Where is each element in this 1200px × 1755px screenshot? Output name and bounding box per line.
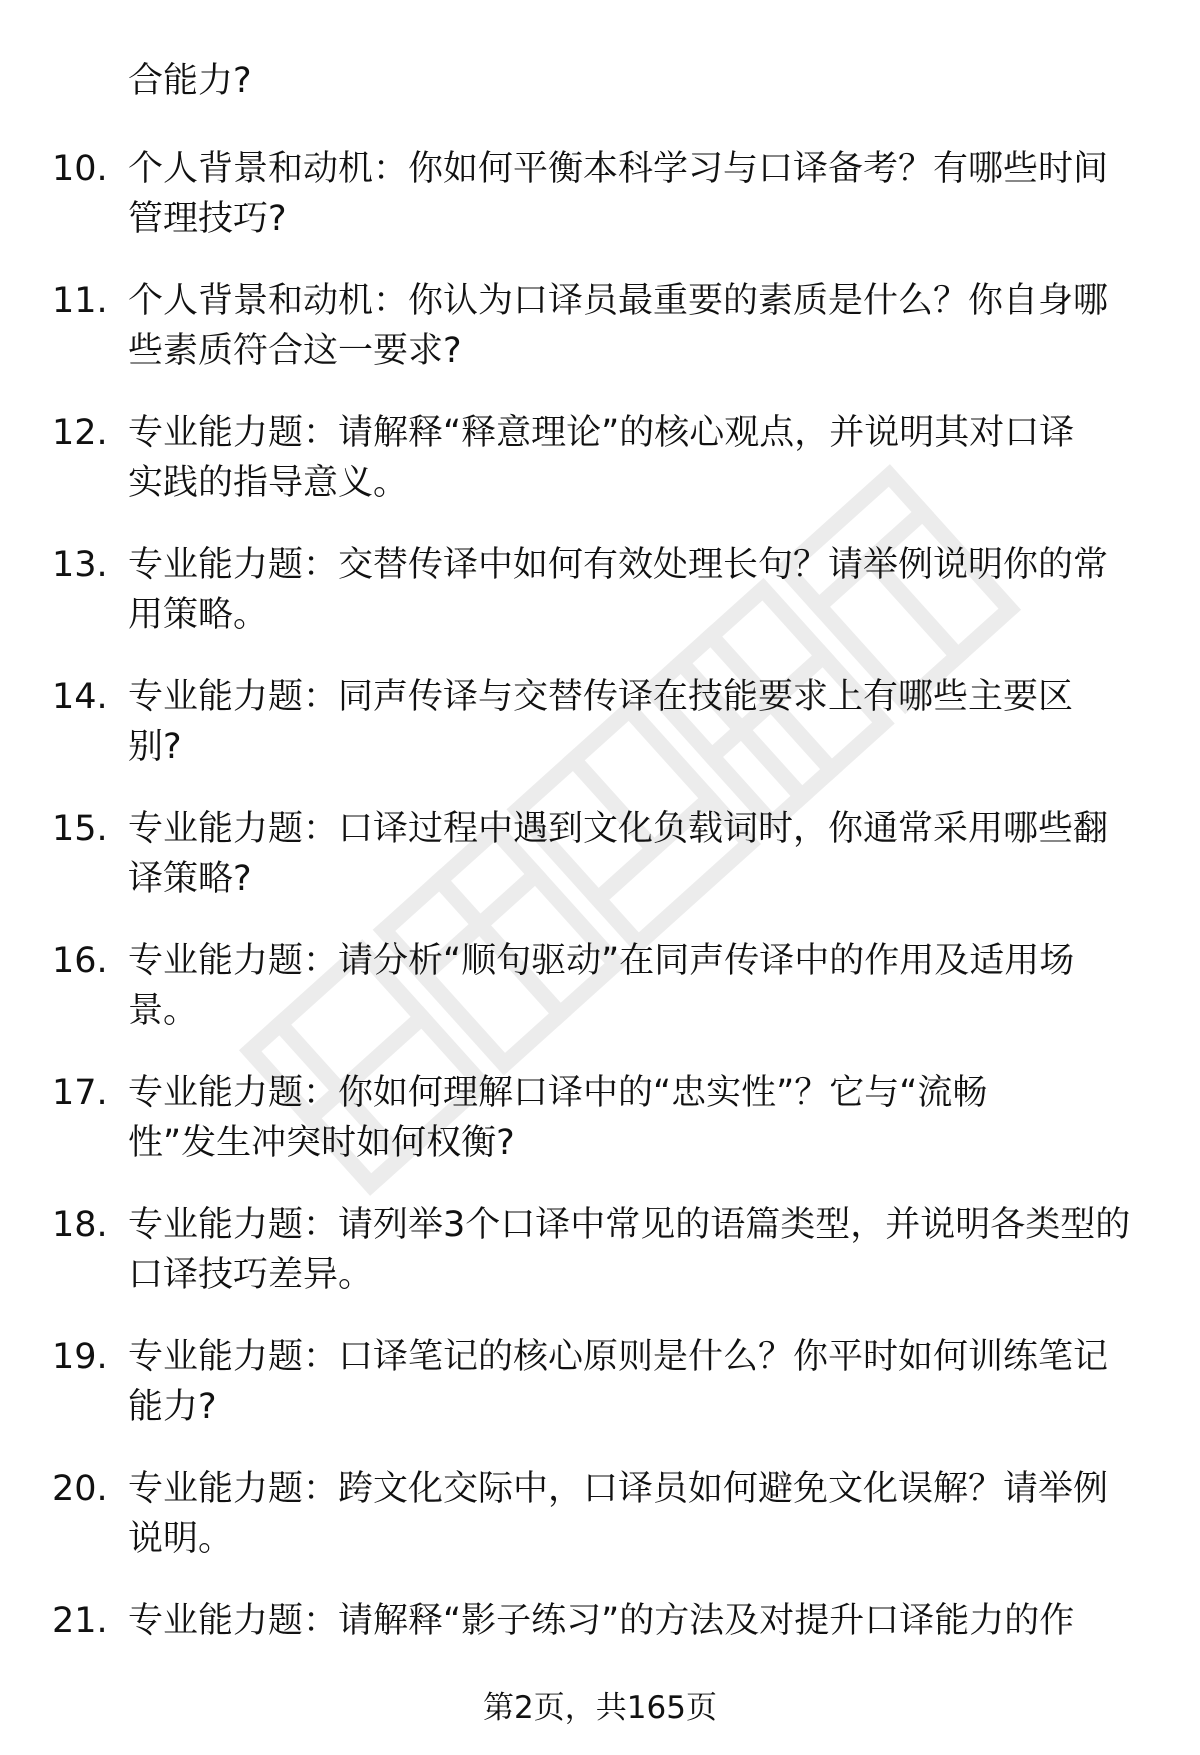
question-line: 说明。 (128, 1519, 234, 1559)
question-text (128, 540, 1168, 640)
question-line: 专业能力题：交替传译中如何有效处理长句？请举例说明你的常 (128, 545, 1109, 585)
question-line: 性”发生冲突时如何权衡? (128, 1123, 515, 1163)
question-number: 17. (52, 1073, 108, 1113)
question-line: 专业能力题：口译笔记的核心原则是什么？你平时如何训练笔记 (128, 1337, 1109, 1377)
question-item (0, 672, 1200, 804)
question-number: 19. (52, 1337, 108, 1377)
question-number: 14. (52, 677, 108, 717)
question-number: 10. (52, 149, 108, 189)
question-line: 个人背景和动机：你认为口译员最重要的素质是什么？你自身哪 (128, 281, 1109, 321)
question-text (128, 408, 1168, 508)
question-line: 个人背景和动机：你如何平衡本科学习与口译备考？有哪些时间 (128, 149, 1109, 189)
question-text (128, 936, 1168, 1036)
question-line: 专业能力题：请解释“释意理论”的核心观点，并说明其对口译 (128, 413, 1075, 453)
question-line: 专业能力题：跨文化交际中，口译员如何避免文化误解？请举例 (128, 1469, 1109, 1509)
question-item (0, 144, 1200, 276)
question-number: 16. (52, 941, 108, 981)
question-item (0, 540, 1200, 672)
question-line: 用策略。 (128, 595, 269, 635)
question-line: 专业能力题：请解释“影子练习”的方法及对提升口译能力的作 (128, 1601, 1075, 1641)
question-number: 11. (52, 281, 108, 321)
question-item (0, 408, 1200, 540)
question-number: 18. (52, 1205, 108, 1245)
page-number-footer: 第2页，共165页 (483, 1690, 717, 1726)
question-line: 景。 (128, 991, 199, 1031)
question-text (128, 672, 1168, 772)
question-line: 专业能力题：你如何理解口译中的“忠实性”？它与“流畅 (128, 1073, 988, 1113)
question-line: 专业能力题：请分析“顺句驱动”在同声传译中的作用及适用场 (128, 941, 1075, 981)
question-text (128, 144, 1168, 244)
question-text (128, 804, 1168, 904)
question-number: 15. (52, 809, 108, 849)
question-item (0, 1332, 1200, 1464)
question-number: 21. (52, 1601, 108, 1641)
question-number: 20. (52, 1469, 108, 1509)
continued-question-text: 合能力? (128, 61, 252, 101)
question-line: 专业能力题：同声传译与交替传译在技能要求上有哪些主要区 (128, 677, 1074, 717)
question-item (0, 1200, 1200, 1332)
question-line: 译策略? (128, 859, 252, 899)
question-line: 管理技巧? (128, 199, 287, 239)
question-line: 专业能力题：请列举3个口译中常见的语篇类型，并说明各类型的 (128, 1205, 1131, 1245)
question-text (128, 1464, 1168, 1564)
question-item (0, 1464, 1200, 1596)
question-line: 别? (128, 727, 182, 767)
question-item (0, 804, 1200, 936)
question-line: 实践的指导意义。 (128, 463, 409, 503)
question-item (0, 936, 1200, 1068)
question-text (128, 1200, 1168, 1300)
question-text (128, 1068, 1168, 1168)
question-number: 12. (52, 413, 108, 453)
question-line: 口译技巧差异。 (128, 1255, 374, 1295)
question-line: 专业能力题：口译过程中遇到文化负载词时，你通常采用哪些翻 (128, 809, 1109, 849)
question-text (128, 276, 1168, 376)
question-list (0, 144, 1200, 1728)
question-item (0, 276, 1200, 408)
question-text (128, 1596, 1168, 1646)
question-item (0, 1068, 1200, 1200)
question-line: 能力? (128, 1387, 217, 1427)
question-line: 些素质符合这一要求? (128, 331, 462, 371)
question-number: 13. (52, 545, 108, 585)
question-text (128, 1332, 1168, 1432)
